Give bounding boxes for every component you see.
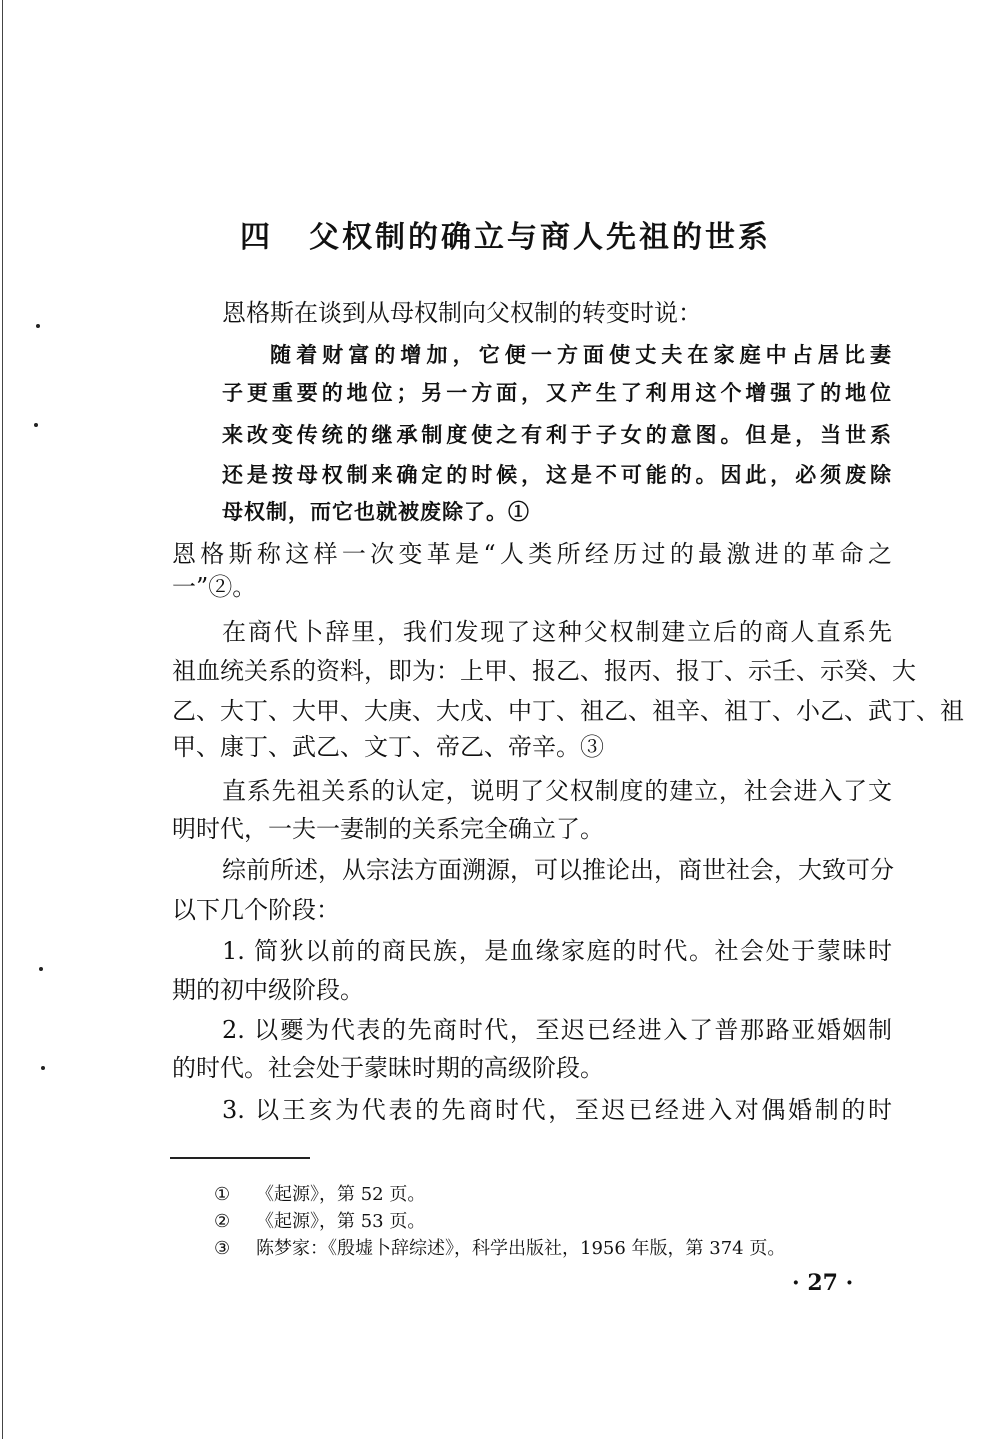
footnote-text: 《起源》，第 52 页。 — [256, 1184, 426, 1205]
footnote-text: 陈梦家：《殷墟卜辞综述》，科学出版社，1956 年版，第 374 页。 — [256, 1238, 786, 1259]
section-number: 四 — [240, 220, 273, 255]
paragraph-line: 甲、康丁、武乙、文丁、帝乙、帝辛。③ — [172, 733, 604, 761]
section-title — [240, 212, 840, 256]
scan-speck — [41, 1066, 45, 1070]
intro-line: 恩格斯在谈到从母权制向父权制的转变时说： — [222, 299, 702, 327]
scan-speck — [39, 967, 43, 971]
footnote-text: 《起源》，第 53 页。 — [256, 1211, 426, 1232]
paragraph-line: 1. 简狄以前的商民族，是血缘家庭的时代。社会处于蒙昧时 — [222, 937, 892, 965]
paragraph-line: 2. 以夒为代表的先商时代，至迟已经进入了普那路亚婚姻制 — [222, 1016, 892, 1044]
paragraph-line: 3. 以王亥为代表的先商时代，至迟已经进入对偶婚制的时 — [222, 1096, 892, 1124]
footnote-mark: ③ — [214, 1238, 231, 1259]
paragraph-line: 一”②。 — [172, 573, 257, 601]
quote-line: 来改变传统的继承制度使之有利于子女的意图。但是，当世系 — [222, 422, 892, 447]
section-title-text: 父权制的确立与商人先祖的世系 — [309, 220, 771, 255]
page-number: · 27 · — [792, 1270, 854, 1296]
footnote-mark: ① — [214, 1184, 231, 1205]
quote-line: 还是按母权制来确定的时候，这是不可能的。因此，必须废除 — [222, 462, 892, 487]
paragraph-line: 综前所述，从宗法方面溯源，可以推论出，商世社会，大致可分 — [222, 856, 894, 884]
footnote — [214, 1209, 425, 1235]
paragraph-line: 期的初中级阶段。 — [172, 976, 364, 1004]
footnote — [214, 1182, 425, 1208]
footnote — [214, 1236, 785, 1262]
paragraph-line: 乙、大丁、大甲、大庚、大戊、中丁、祖乙、祖辛、祖丁、小乙、武丁、祖 — [172, 697, 964, 725]
quote-line: 母权制，而它也就被废除了。① — [222, 499, 530, 524]
paragraph-line: 以下几个阶段： — [172, 896, 340, 924]
paragraph-line: 恩格斯称这样一次变革是“人类所经历过的最激进的革命之 — [172, 540, 892, 568]
quote-line: 随着财富的增加，它便一方面使丈夫在家庭中占居比妻 — [270, 342, 892, 367]
paragraph-line: 在商代卜辞里，我们发现了这种父权制建立后的商人直系先 — [222, 618, 892, 646]
quote-line: 子更重要的地位；另一方面，又产生了利用这个增强了的地位 — [222, 380, 892, 405]
scan-edge-line — [2, 0, 3, 1439]
footnote-mark: ② — [214, 1211, 231, 1232]
paragraph-line: 的时代。社会处于蒙昧时期的高级阶段。 — [172, 1054, 604, 1082]
paragraph-line: 祖血统关系的资料，即为：上甲、报乙、报丙、报丁、示壬、示癸、大 — [172, 657, 916, 685]
footnote-rule — [170, 1157, 310, 1159]
paragraph-line: 明时代，一夫一妻制的关系完全确立了。 — [172, 815, 604, 843]
scan-speck — [36, 324, 40, 328]
paragraph-line: 直系先祖关系的认定，说明了父权制度的建立，社会进入了文 — [222, 777, 892, 805]
scan-speck — [34, 423, 38, 427]
